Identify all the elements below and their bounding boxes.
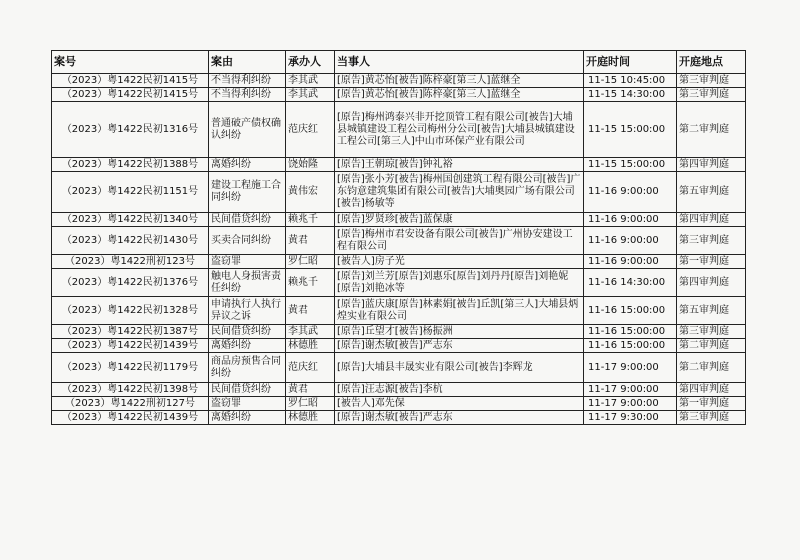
cause-cell: 买卖合同纠纷 bbox=[209, 227, 286, 255]
header-case-number: 案号 bbox=[52, 51, 209, 74]
table-row bbox=[52, 102, 746, 158]
cause-cell: 普通破产债权确认纠纷 bbox=[209, 102, 286, 158]
hearing-place-cell: 第三审判庭 bbox=[677, 227, 746, 255]
cause-cell: 离婚纠纷 bbox=[209, 411, 286, 425]
parties-cell: [原告]黄芯怡[被告]陈梓豪[第三人]蓝继全 bbox=[335, 88, 584, 102]
cause-cell: 商品房预售合同纠纷 bbox=[209, 353, 286, 383]
case-number-cell: （2023）粤1422民初1179号 bbox=[52, 353, 209, 383]
table-row bbox=[52, 339, 746, 353]
hearing-schedule-sheet bbox=[51, 50, 746, 425]
judge-cell: 黄君 bbox=[286, 383, 335, 397]
table-row bbox=[52, 227, 746, 255]
case-number-cell: （2023）粤1422刑初127号 bbox=[52, 397, 209, 411]
cause-cell: 申请执行人执行异议之诉 bbox=[209, 297, 286, 325]
table-body bbox=[52, 74, 746, 425]
judge-cell: 李其武 bbox=[286, 74, 335, 88]
hearing-place-cell: 第五审判庭 bbox=[677, 297, 746, 325]
case-number-cell: （2023）粤1422民初1387号 bbox=[52, 325, 209, 339]
judge-cell: 黄君 bbox=[286, 227, 335, 255]
table-row bbox=[52, 297, 746, 325]
table-row bbox=[52, 255, 746, 269]
table-row bbox=[52, 269, 746, 297]
hearing-schedule-table bbox=[51, 50, 746, 425]
case-number-cell: （2023）粤1422民初1151号 bbox=[52, 172, 209, 213]
case-number-cell: （2023）粤1422民初1430号 bbox=[52, 227, 209, 255]
table-row bbox=[52, 383, 746, 397]
hearing-place-cell: 第四审判庭 bbox=[677, 269, 746, 297]
judge-cell: 范庆红 bbox=[286, 353, 335, 383]
judge-cell: 赖兆千 bbox=[286, 269, 335, 297]
judge-cell: 罗仁昭 bbox=[286, 255, 335, 269]
cause-cell: 触电人身损害责任纠纷 bbox=[209, 269, 286, 297]
cause-cell: 民间借贷纠纷 bbox=[209, 325, 286, 339]
header-cause: 案由 bbox=[209, 51, 286, 74]
table-row bbox=[52, 397, 746, 411]
hearing-time-cell: 11-16 9:00:00 bbox=[584, 213, 677, 227]
case-number-cell: （2023）粤1422民初1340号 bbox=[52, 213, 209, 227]
judge-cell: 黄君 bbox=[286, 297, 335, 325]
hearing-place-cell: 第二审判庭 bbox=[677, 339, 746, 353]
parties-cell: [原告]刘兰芳[原告]刘惠乐[原告]刘丹丹[原告]刘艳妮[原告]刘艳冰等 bbox=[335, 269, 584, 297]
cause-cell: 民间借贷纠纷 bbox=[209, 213, 286, 227]
parties-cell: [原告]梅州鸿泰兴非开挖顶管工程有限公司[被告]大埔县城镇建设工程公司梅州分公司[被告]大埔县城镇建设工程公司[第三人]中山市环保产业有限公司 bbox=[335, 102, 584, 158]
hearing-time-cell: 11-16 9:00:00 bbox=[584, 227, 677, 255]
header-hearing-time: 开庭时间 bbox=[584, 51, 677, 74]
parties-cell: [原告]罗贤珍[被告]蓝保康 bbox=[335, 213, 584, 227]
table-row bbox=[52, 353, 746, 383]
hearing-place-cell: 第一审判庭 bbox=[677, 397, 746, 411]
judge-cell: 林德胜 bbox=[286, 339, 335, 353]
hearing-place-cell: 第三审判庭 bbox=[677, 325, 746, 339]
parties-cell: [原告]大埔县丰晟实业有限公司[被告]李辉龙 bbox=[335, 353, 584, 383]
parties-cell: [原告]丘望才[被告]杨振洲 bbox=[335, 325, 584, 339]
hearing-time-cell: 11-16 15:00:00 bbox=[584, 297, 677, 325]
hearing-place-cell: 第五审判庭 bbox=[677, 172, 746, 213]
parties-cell: [原告]梅州市君安设备有限公司[被告]广州协安建设工程有限公司 bbox=[335, 227, 584, 255]
cause-cell: 不当得利纠纷 bbox=[209, 74, 286, 88]
table-row bbox=[52, 325, 746, 339]
hearing-time-cell: 11-17 9:00:00 bbox=[584, 353, 677, 383]
judge-cell: 李其武 bbox=[286, 325, 335, 339]
case-number-cell: （2023）粤1422民初1376号 bbox=[52, 269, 209, 297]
table-row bbox=[52, 158, 746, 172]
hearing-time-cell: 11-17 9:00:00 bbox=[584, 383, 677, 397]
case-number-cell: （2023）粤1422刑初123号 bbox=[52, 255, 209, 269]
parties-cell: [原告]汪志源[被告]李杭 bbox=[335, 383, 584, 397]
parties-cell: [原告]黄芯怡[被告]陈梓豪[第三人]蓝继全 bbox=[335, 74, 584, 88]
hearing-time-cell: 11-17 9:00:00 bbox=[584, 397, 677, 411]
parties-cell: [原告]谢杰敏[被告]严志东 bbox=[335, 411, 584, 425]
judge-cell: 赖兆千 bbox=[286, 213, 335, 227]
table-row bbox=[52, 172, 746, 213]
parties-cell: [被告人]房子光 bbox=[335, 255, 584, 269]
case-number-cell: （2023）粤1422民初1415号 bbox=[52, 74, 209, 88]
parties-cell: [原告]谢杰敏[被告]严志东 bbox=[335, 339, 584, 353]
hearing-place-cell: 第一审判庭 bbox=[677, 255, 746, 269]
cause-cell: 建设工程施工合同纠纷 bbox=[209, 172, 286, 213]
cause-cell: 盗窃罪 bbox=[209, 397, 286, 411]
cause-cell: 不当得利纠纷 bbox=[209, 88, 286, 102]
hearing-time-cell: 11-15 15:00:00 bbox=[584, 102, 677, 158]
parties-cell: [原告]王朝琼[被告]钟礼裕 bbox=[335, 158, 584, 172]
cause-cell: 盗窃罪 bbox=[209, 255, 286, 269]
case-number-cell: （2023）粤1422民初1439号 bbox=[52, 339, 209, 353]
judge-cell: 罗仁昭 bbox=[286, 397, 335, 411]
hearing-place-cell: 第四审判庭 bbox=[677, 383, 746, 397]
case-number-cell: （2023）粤1422民初1439号 bbox=[52, 411, 209, 425]
judge-cell: 范庆红 bbox=[286, 102, 335, 158]
hearing-place-cell: 第四审判庭 bbox=[677, 213, 746, 227]
header-judge: 承办人 bbox=[286, 51, 335, 74]
table-row bbox=[52, 88, 746, 102]
case-number-cell: （2023）粤1422民初1415号 bbox=[52, 88, 209, 102]
hearing-place-cell: 第二审判庭 bbox=[677, 102, 746, 158]
table-row bbox=[52, 411, 746, 425]
hearing-place-cell: 第二审判庭 bbox=[677, 353, 746, 383]
hearing-time-cell: 11-16 9:00:00 bbox=[584, 172, 677, 213]
cause-cell: 离婚纠纷 bbox=[209, 339, 286, 353]
hearing-time-cell: 11-15 14:30:00 bbox=[584, 88, 677, 102]
hearing-place-cell: 第三审判庭 bbox=[677, 74, 746, 88]
hearing-time-cell: 11-17 9:30:00 bbox=[584, 411, 677, 425]
hearing-time-cell: 11-16 9:00:00 bbox=[584, 255, 677, 269]
hearing-place-cell: 第三审判庭 bbox=[677, 88, 746, 102]
header-parties: 当事人 bbox=[335, 51, 584, 74]
parties-cell: [原告]张小芳[被告]梅州国创建筑工程有限公司[被告]广东钧意建筑集团有限公司[被告]大埔奥园广场有限公司[被告]杨敏等 bbox=[335, 172, 584, 213]
hearing-time-cell: 11-16 14:30:00 bbox=[584, 269, 677, 297]
table-row bbox=[52, 213, 746, 227]
hearing-time-cell: 11-16 15:00:00 bbox=[584, 325, 677, 339]
table-row bbox=[52, 74, 746, 88]
hearing-time-cell: 11-15 15:00:00 bbox=[584, 158, 677, 172]
hearing-time-cell: 11-15 10:45:00 bbox=[584, 74, 677, 88]
case-number-cell: （2023）粤1422民初1316号 bbox=[52, 102, 209, 158]
case-number-cell: （2023）粤1422民初1388号 bbox=[52, 158, 209, 172]
judge-cell: 饶始隆 bbox=[286, 158, 335, 172]
header-row bbox=[52, 51, 746, 74]
parties-cell: [被告人]邓先保 bbox=[335, 397, 584, 411]
parties-cell: [原告]蓝庆康[原告]林素娟[被告]丘凯[第三人]大埔县炳煌实业有限公司 bbox=[335, 297, 584, 325]
judge-cell: 黄伟宏 bbox=[286, 172, 335, 213]
judge-cell: 林德胜 bbox=[286, 411, 335, 425]
header-hearing-place: 开庭地点 bbox=[677, 51, 746, 74]
hearing-time-cell: 11-16 15:00:00 bbox=[584, 339, 677, 353]
cause-cell: 民间借贷纠纷 bbox=[209, 383, 286, 397]
case-number-cell: （2023）粤1422民初1398号 bbox=[52, 383, 209, 397]
case-number-cell: （2023）粤1422民初1328号 bbox=[52, 297, 209, 325]
cause-cell: 离婚纠纷 bbox=[209, 158, 286, 172]
hearing-place-cell: 第三审判庭 bbox=[677, 411, 746, 425]
hearing-place-cell: 第四审判庭 bbox=[677, 158, 746, 172]
judge-cell: 李其武 bbox=[286, 88, 335, 102]
